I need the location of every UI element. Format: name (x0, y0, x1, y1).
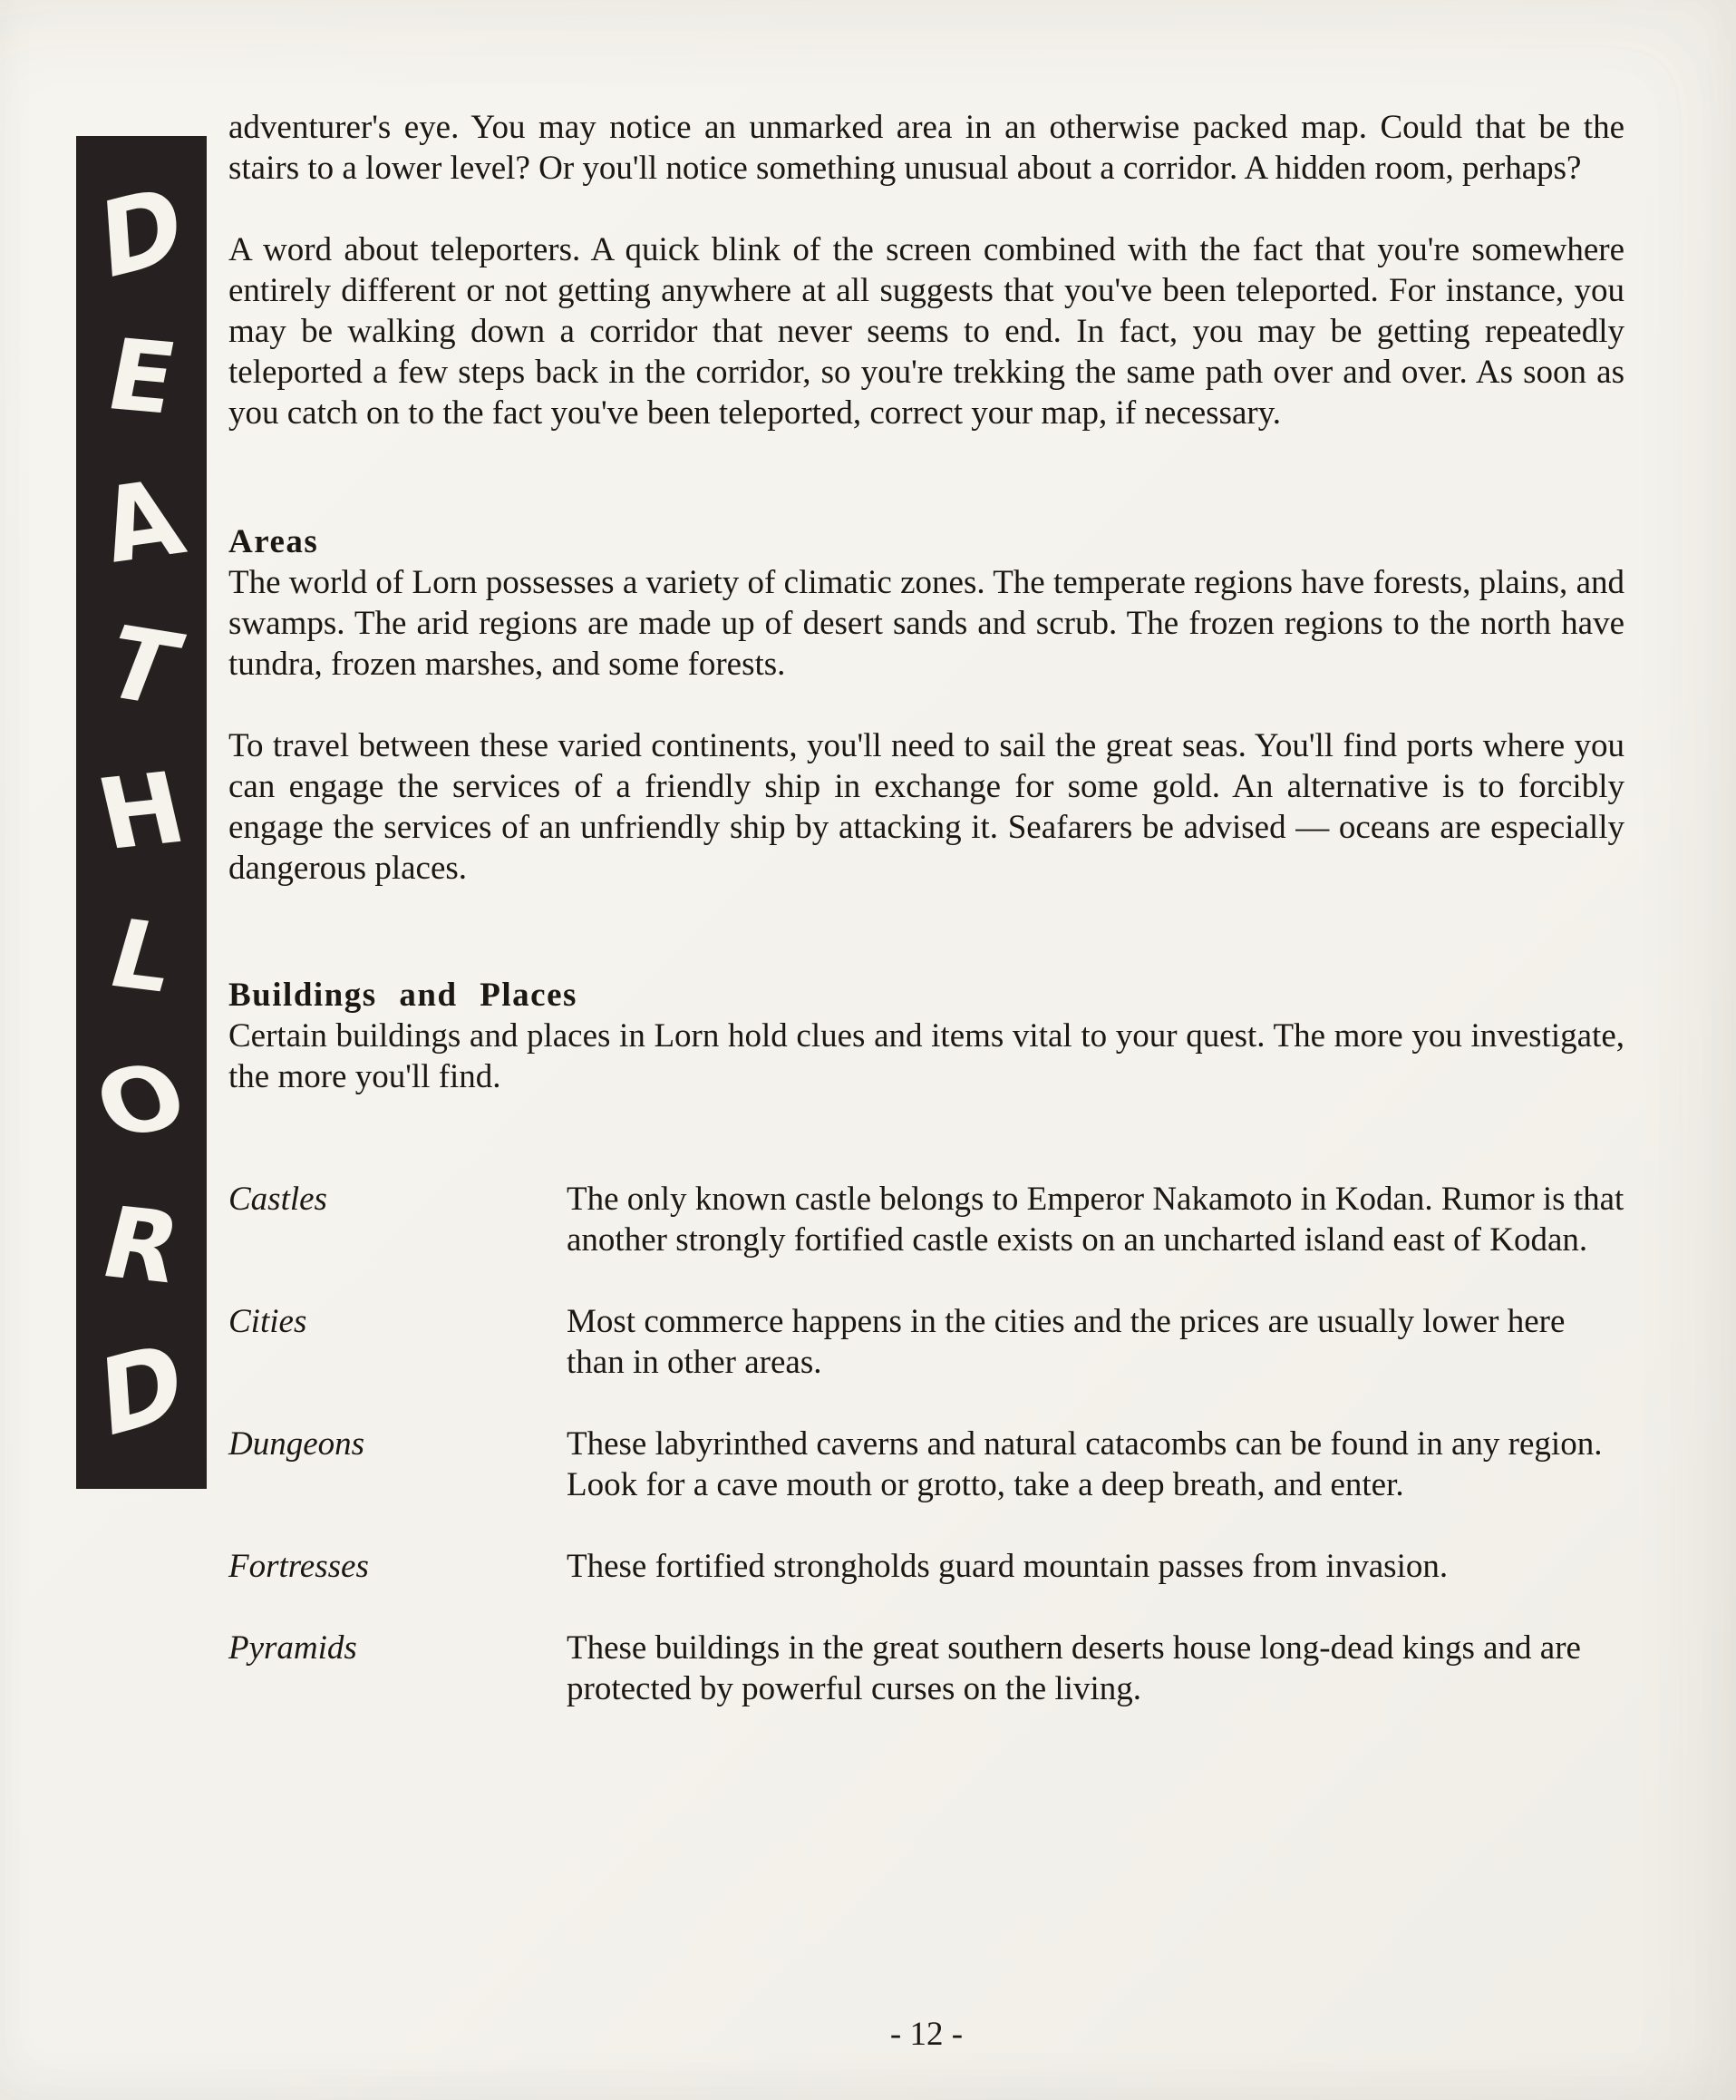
banner-letter: T (88, 607, 195, 728)
definition-row-pyramids (228, 1628, 1624, 1709)
banner-letter: A (87, 459, 196, 587)
buildings-definition-list (228, 1179, 1624, 1709)
banner-letter: H (87, 752, 195, 872)
paragraph-map-hints: adventurer's eye. You may notice an unmarked area in an otherwise packed map. Could that be the stairs to a lower level? Or you'll notice something unusual about a corridor. A hidden room, perhaps? (228, 109, 1624, 187)
paragraph-teleporters: A word about teleporters. A quick blink of the screen combined with the fact that you're somewhere entirely different or not getting anywhere at all suggests that you've been teleported. For instance, you may be walking down a corridor that never seems to end. In fact, you may be getting repeatedly teleported a few steps back in the corridor, so you're trekking the same path over and over. As soon as you catch on to the fact you've been teleported, correct your map, if necessary. (228, 231, 1624, 432)
spacer (228, 474, 1624, 521)
banner-letter: R (91, 1186, 192, 1306)
spacer (228, 929, 1624, 975)
definition-description: These labyrinthed caverns and natural catacombs can be found in any region. Look for a cave mouth or grotto, take a deep breath, and enter. (567, 1425, 1603, 1503)
deathlord-vertical-banner (76, 136, 207, 1489)
paragraph-buildings-intro: Certain buildings and places in Lorn hold clues and items vital to your quest. The more you investigate, the more you'll find. (228, 1017, 1624, 1095)
definition-term: Fortresses (228, 1548, 369, 1585)
paragraph-areas-climate: The world of Lorn possesses a variety of climatic zones. The temperate regions have forests, plains, and swamps. The arid regions are made up of desert sands and scrub. The frozen regions to the north have tundra, frozen marshes, and some forests. (228, 564, 1624, 683)
definition-row-castles (228, 1179, 1624, 1260)
definition-description: Most commerce happens in the cities and the prices are usually lower here than in other areas. (567, 1303, 1566, 1381)
banner-letter: E (98, 318, 186, 437)
definition-row-dungeons (228, 1424, 1624, 1505)
definition-term: Pyramids (228, 1629, 357, 1667)
buildings-heading: Buildings and Places (228, 977, 577, 1014)
definition-description: These buildings in the great southern deserts house long-dead kings and are protected by powerful curses on the living. (567, 1629, 1581, 1707)
definition-description: The only known castle belongs to Emperor Nakamoto in Kodan. Rumor is that another strongly fortified castle exists on an uncharted island east of Kodan. (567, 1181, 1624, 1259)
definition-term: Castles (228, 1181, 327, 1218)
page-body (228, 107, 1624, 1750)
paragraph-areas-travel: To travel between these varied continents, you'll need to sail the great seas. You'll find ports where you can engage the services of a friendly ship in exchange for some gold. An alternative is to forcibly engage the services of an unfriendly ship by attacking it. Seafarers be advised — oceans are especially dangerous places. (228, 727, 1624, 887)
definition-term: Cities (228, 1303, 307, 1340)
page-number: - 12 - (889, 2016, 964, 2053)
definition-description: These fortified strongholds guard mountain passes from invasion. (567, 1548, 1449, 1585)
banner-letter: O (82, 1044, 201, 1159)
definition-term: Dungeons (228, 1425, 365, 1463)
banner-letter: D (96, 1318, 187, 1463)
definition-row-fortresses (228, 1546, 1624, 1587)
banner-letter: L (96, 899, 187, 1014)
banner-letter: D (96, 162, 186, 304)
areas-heading: Areas (228, 523, 319, 560)
definition-row-cities (228, 1301, 1624, 1383)
